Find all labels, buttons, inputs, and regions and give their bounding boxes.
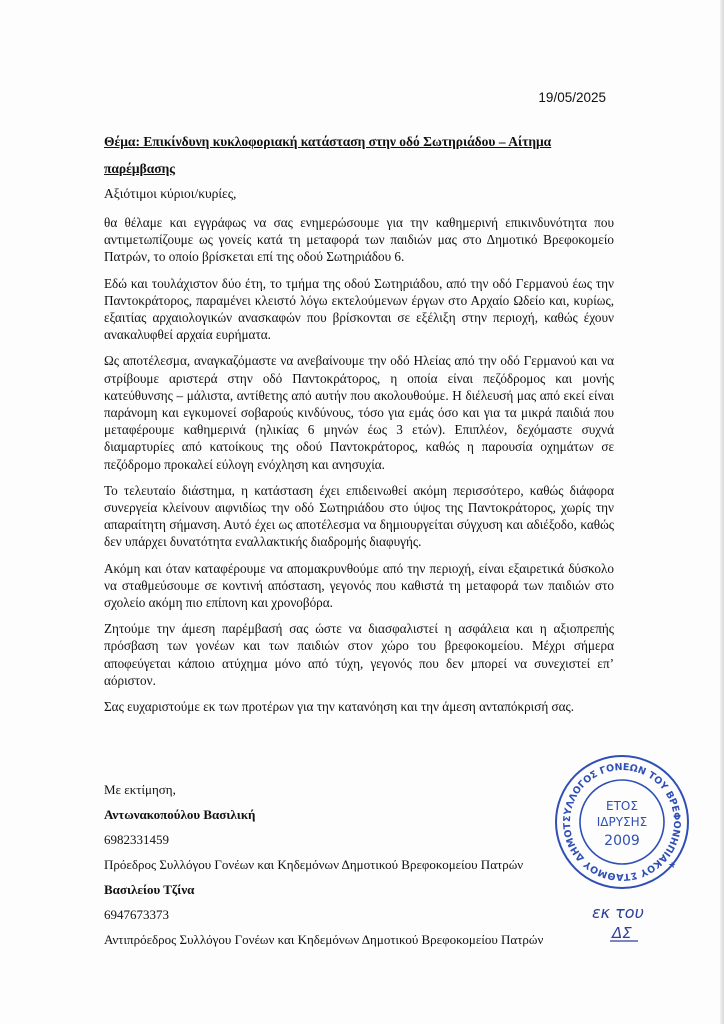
letter-body	[104, 214, 614, 724]
closing-phrase: Με εκτίμηση,	[104, 782, 176, 797]
signatory-role: Αντιπρόεδρος Συλλόγου Γονέων και Κηδεμόνων Δημοτικού Βρεφοκομείου Πατρών	[104, 932, 544, 947]
signatory-name: Αντωνακοπούλου Βασιλική	[104, 807, 256, 822]
body-paragraph: Ως αποτέλεσμα, αναγκαζόμαστε να ανεβαίνουμε την οδό Ηλείας από την οδό Γερμανού και να στρίβουμε αριστερά στην οδό Παντοκράτορος, η οποία είναι πεζόδρομος και μονής κατεύθυνσης – μάλιστα, αντίθετης από αυτήν που ακολουθούμε. Η διέλευσή μας από εκεί είναι παράνομη και εγκυμονεί σοβαρούς κινδύνους, τόσο για εμάς όσο και για τα μικρά παιδιά που μεταφέρουμε καθημερινά (ηλικίας 6 μηνών έως 3 ετών). Επιπλέον, δεχόμαστε συχνά διαμαρτυρίες από κατοίκους της οδού Παντοκράτορος, καθώς η παρουσία οχημάτων σε πεζόδρομο προκαλεί εύλογη ενόχληση και ανησυχία.	[104, 353, 614, 472]
stamp-label-line1: ΕΤΟΣ	[606, 799, 638, 813]
handwritten-note	[590, 900, 690, 944]
body-paragraph: Εδώ και τουλάχιστον δύο έτη, το τμήμα της οδού Σωτηριάδου, από την οδό Γερμανού έως την Παντοκράτορος, παραμένει κλειστό λόγω εκτελούμενων έργων στο Αρχαίο Ωδείο και, κυρίως, εξαιτίας αρχαιολογικών ανασκαφών που βρίσκονται σε εξέλιξη στην περιοχή, καθώς έχουν ανακαλυφθεί αρχαία ευρήματα.	[104, 275, 614, 343]
letter-salutation: Αξιότιμοι κύριοι/κυρίες,	[104, 186, 237, 201]
handwritten-note-line2: ΔΣ	[612, 924, 632, 942]
stamp-label-line2: ΙΔΡΥΣΗΣ	[596, 815, 648, 829]
signatory-role: Πρόεδρος Συλλόγου Γονέων και Κηδεμόνων Δημοτικού Βρεφοκομείου Πατρών	[104, 857, 524, 872]
body-paragraph: Το τελευταίο διάστημα, η κατάσταση έχει επιδεινωθεί ακόμη περισσότερο, καθώς διάφορα συνεργεία κλείνουν αιφνιδίως την οδό Σωτηριάδου στο ύψος της Παντοκράτορος, χωρίς την απαραίτητη σήμανση. Αυτό έχει ως αποτέλεσμα να δημιουργείται σύγχυση και αδιέξοδο, καθώς δεν υπάρχει δυνατότητα εναλλακτικής διαδρομής διαφυγής.	[104, 482, 614, 550]
association-stamp	[552, 752, 692, 892]
page-edge-shadow	[720, 0, 724, 1024]
handwritten-note-line1: εκ του	[592, 903, 644, 922]
stamp-year: 2009	[604, 833, 640, 849]
body-paragraph: θα θέλαμε και εγγράφως να σας ενημερώσουμε για την καθημερινή επικινδυνότητα που αντιμετωπίζουμε ως γονείς κατά τη μεταφορά των παιδιών μας στο Δημοτικό Βρεφοκομείο Πατρών, το οποίο βρίσκεται επί της οδού Σωτηριάδου 6.	[104, 215, 614, 265]
signatory-phone: 6947673373	[104, 907, 169, 922]
body-paragraph: Σας ευχαριστούμε εκ των προτέρων για την κατανόηση και την άμεση ανταπόκρισή σας.	[104, 699, 575, 715]
body-paragraph: Ζητούμε την άμεση παρέμβασή σας ώστε να διασφαλιστεί η ασφάλεια και η αξιοπρεπής πρόσβαση των γονέων και των παιδιών στον χώρο του βρεφοκομείου. Μέχρι σήμερα αποφεύγεται κάποιο ατύχημα μόνο από τύχη, γεγονός που δεν μπορεί να συνεχιστεί επ’ αόριστον.	[104, 621, 614, 688]
signatory-name: Βασιλείου Τζίνα	[104, 882, 195, 897]
letter-subject: Θέμα: Επικίνδυνη κυκλοφοριακή κατάσταση στην οδό Σωτηριάδου – Αίτημα παρέμβασης	[104, 134, 552, 176]
stamp-ring-text: ΣΥΛΛΟΓΟΣ ΓΟΝΕΩΝ ΤΟΥ ΒΡΕΦΟΝΗΠΙΑΚΟΥ ΣΤΑΘΜΟΥ ΔΗΜΟΤ	[561, 761, 683, 883]
letter-date: 19/05/2025	[538, 90, 606, 105]
stamp-star-icon: ★	[667, 861, 677, 871]
body-paragraph: Ακόμη και όταν καταφέρουμε να απομακρυνθούμε από την περιοχή, είναι εξαιρετικά δύσκολο να σταθμεύσουμε σε κοντινή απόσταση, γεγονός που καθιστά τη μεταφορά των παιδιών στο σχολείο ακόμη πιο επίπονη και χρονοβόρα.	[104, 560, 614, 611]
letter-closing	[104, 780, 574, 955]
stamp-seal-icon	[552, 752, 692, 892]
signatory-phone: 6982331459	[104, 832, 169, 847]
handwritten-note-graphic	[590, 900, 690, 944]
